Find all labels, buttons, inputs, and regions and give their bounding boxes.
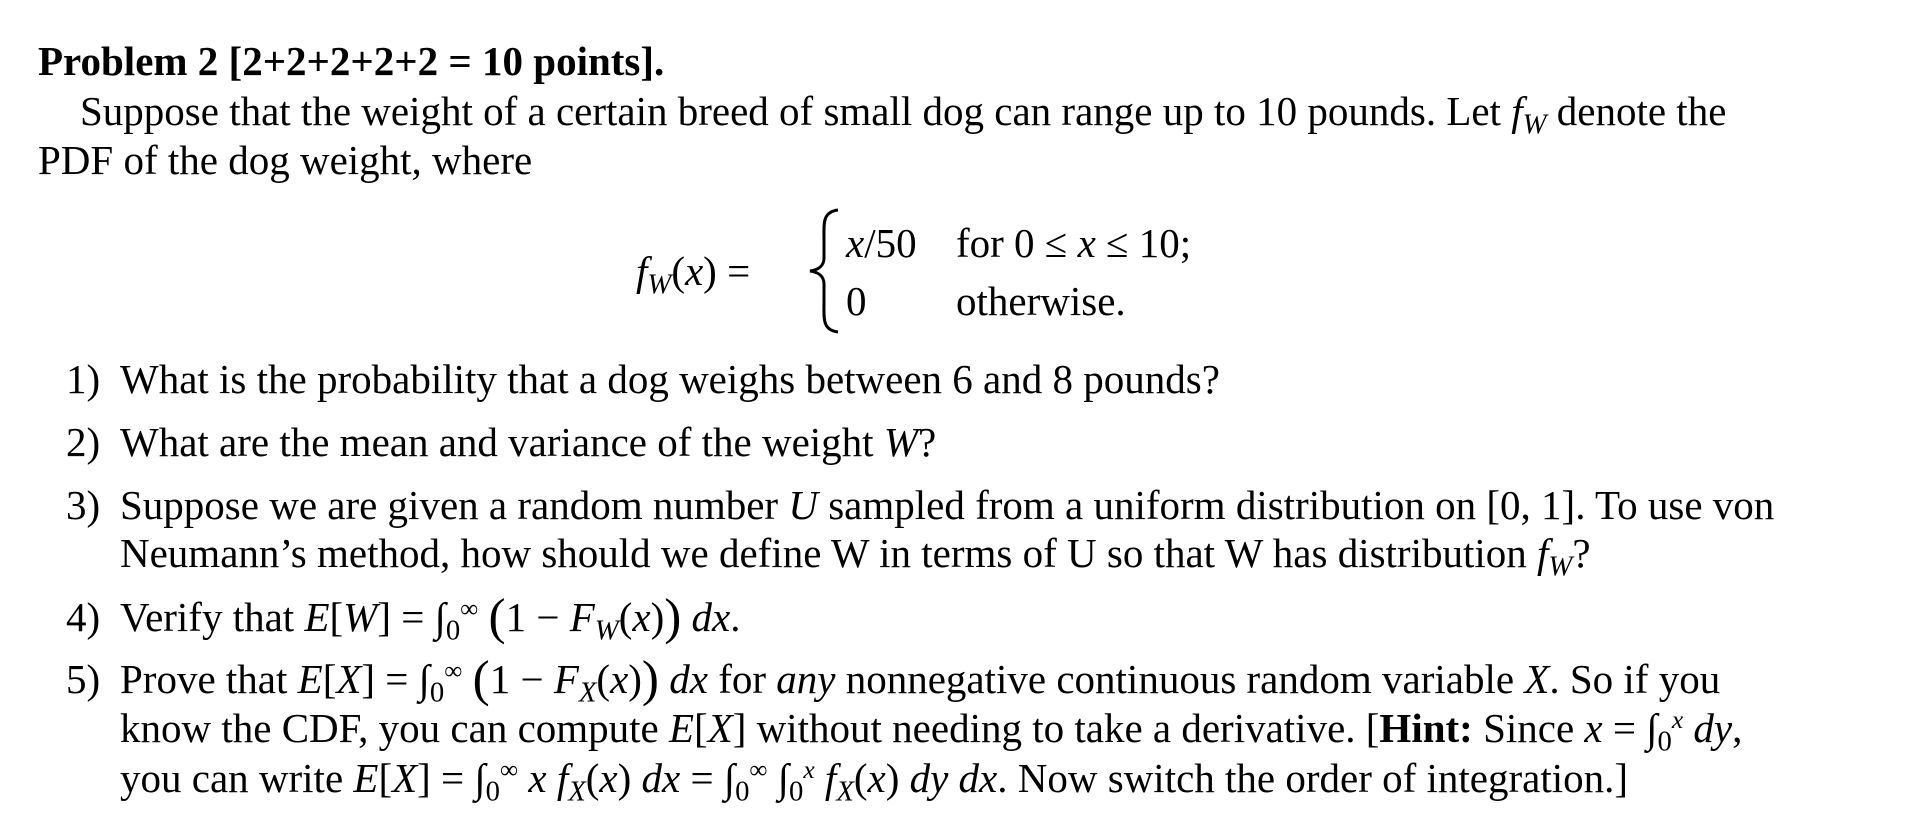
intro-text-end: denote the: [1546, 88, 1727, 134]
fw-symbol: $f_W$: [1511, 88, 1547, 141]
pdf-case1-value: x/50: [846, 220, 917, 266]
pdf-case2-value: 0: [846, 278, 867, 324]
pdf-definition: [636, 206, 1256, 336]
question-number: 5): [66, 656, 101, 702]
problem-title: Problem 2 [2+2+2+2+2 = 10 points].: [38, 38, 665, 84]
question-2: [66, 419, 936, 466]
question-text: Verify that $E[W] = \int_0^\infty$ $(1 - F_W(x))$ dx.: [120, 588, 741, 647]
question-text-line-1: Prove that $E[X] = \int_0^\infty$ $(1 - F_X(x))$ dx for any nonnegative continuous random variable X. So if you: [120, 650, 1721, 709]
intro-text-start: Suppose that the weight of a certain breed of small dog can range up to 10 pounds. Let: [80, 88, 1512, 134]
question-text: What is the probability that a dog weighs between 6 and 8 pounds?: [120, 356, 1220, 402]
question-number: 4): [66, 594, 101, 640]
pdf-case1-condition: for 0 ≤ x ≤ 10;: [956, 220, 1192, 266]
pdf-lhs: $f_W(x)$ =: [636, 248, 751, 301]
question-3-line-2: Neumann’s method, how should we define W in terms of U so that W has distribution $f_W$?: [120, 530, 1591, 583]
question-5-line-2: know the CDF, you can compute E[X] without needing to take a derivative. [Hint: Since $x = \int_0^x$ dy,: [120, 705, 1743, 758]
question-4: [66, 588, 741, 647]
question-number: 2): [66, 419, 101, 465]
pdf-case2-condition: otherwise.: [956, 278, 1126, 324]
intro-line-2: PDF of the dog weight, where: [38, 137, 533, 183]
question-5-line-3: you can write $E[X] = \int_0^\infty$ x $f_X(x)$ dx = $\int_0^\infty$ $\int_0^x$ $f_X(x)$ dy dx. Now switch the order of integration.]: [120, 755, 1629, 808]
question-text-line-1: Suppose we are given a random number U sampled from a uniform distribution on [0, 1]. To use von: [120, 482, 1775, 528]
question-5: [66, 650, 1721, 709]
question-number: 1): [66, 356, 101, 402]
question-3: [66, 482, 1774, 529]
question-1: [66, 356, 1220, 403]
question-number: 3): [66, 482, 101, 528]
left-brace-icon: [804, 206, 844, 336]
question-text: What are the mean and variance of the weight W?: [120, 419, 937, 465]
intro-line-1: [80, 88, 1727, 141]
